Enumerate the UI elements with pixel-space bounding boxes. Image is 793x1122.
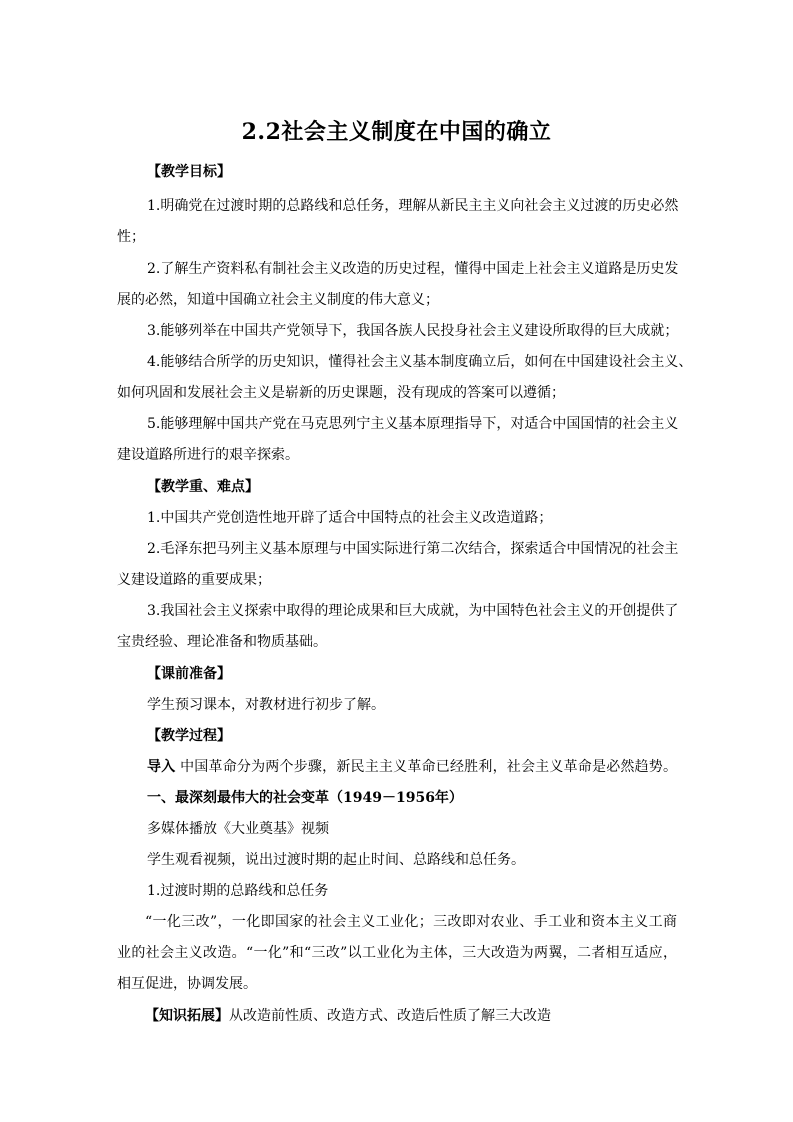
intro-label: 导入 <box>147 759 176 775</box>
activity-line: 学生观看视频，说出过渡时期的起止时间、总路线和总任务。 <box>147 852 525 868</box>
key-point-2-line-2: 义建设道路的重要成果； <box>117 572 271 588</box>
goal-4-line-1: 4.能够结合所学的历史知识，懂得社会主义基本制度确立后，如何在中国建设社会主义、 <box>147 354 693 370</box>
key-point-2-line-1: 2.毛泽东把马列主义基本原理与中国实际进行第二次结合，探索适合中国情况的社会主 <box>147 541 679 557</box>
goal-3: 3.能够列举在中国共产党领导下，我国各族人民投身社会主义建设所取得的巨大成就； <box>147 323 679 339</box>
key-point-3-line-2: 宝贵经验、理论准备和物质基础。 <box>117 634 327 650</box>
goal-1-line-1: 1.明确党在过渡时期的总路线和总任务，理解从新民主主义向社会主义过渡的历史必然 <box>147 198 679 214</box>
paragraph-1-line-3: 相互促进，协调发展。 <box>117 976 257 992</box>
intro-text: 中国革命分为两个步骤，新民主主义革命已经胜利，社会主义革命是必然趋势。 <box>180 759 678 775</box>
section-heading-preparation: 【课前准备】 <box>147 666 231 682</box>
section-heading-process: 【教学过程】 <box>147 728 231 744</box>
goal-2-line-1: 2.了解生产资料私有制社会主义改造的历史过程，懂得中国走上社会主义道路是历史发 <box>147 261 679 277</box>
section-heading-goals: 【教学目标】 <box>147 164 231 180</box>
key-point-1: 1.中国共产党创造性地开辟了适合中国特点的社会主义改造道路； <box>147 510 553 526</box>
goal-5-line-2: 建设道路所进行的艰辛探索。 <box>117 447 299 463</box>
knowledge-extension-text: 从改造前性质、改造方式、改造后性质了解三大改造 <box>229 1008 551 1024</box>
subheading-1: 1.过渡时期的总路线和总任务 <box>147 883 329 899</box>
preparation-text: 学生预习课本，对教材进行初步了解。 <box>147 697 385 713</box>
page-title: 2.2社会主义制度在中国的确立 <box>241 119 552 145</box>
section-heading-key-points: 【教学重、难点】 <box>147 479 259 495</box>
knowledge-extension-label: 【知识拓展】 <box>145 1008 229 1024</box>
key-point-3-line-1: 3.我国社会主义探索中取得的理论成果和巨大成就，为中国特色社会主义的开创提供了 <box>147 603 679 619</box>
part-1-heading: 一、最深刻最伟大的社会变革（1949－1956年） <box>147 790 463 806</box>
goal-1-line-2: 性； <box>117 229 145 245</box>
knowledge-extension <box>145 1006 677 1026</box>
paragraph-1-line-2: 业的社会主义改造。“一化”和“三改”以工业化为主体，三大改造为两翼，二者相互适应， <box>117 945 677 961</box>
goal-5-line-1: 5.能够理解中国共产党在马克思列宁主义基本原理指导下，对适合中国国情的社会主义 <box>147 416 679 432</box>
paragraph-1-line-1: “一化三改”，一化即国家的社会主义工业化；三改即对农业、手工业和资本主义工商 <box>145 914 677 930</box>
goal-2-line-2: 展的必然，知道中国确立社会主义制度的伟大意义； <box>117 292 439 308</box>
intro-paragraph <box>147 757 677 777</box>
media-line: 多媒体播放《大业奠基》视频 <box>147 821 329 837</box>
goal-4-line-2: 如何巩固和发展社会主义是崭新的历史课题，没有现成的答案可以遵循； <box>117 385 565 401</box>
